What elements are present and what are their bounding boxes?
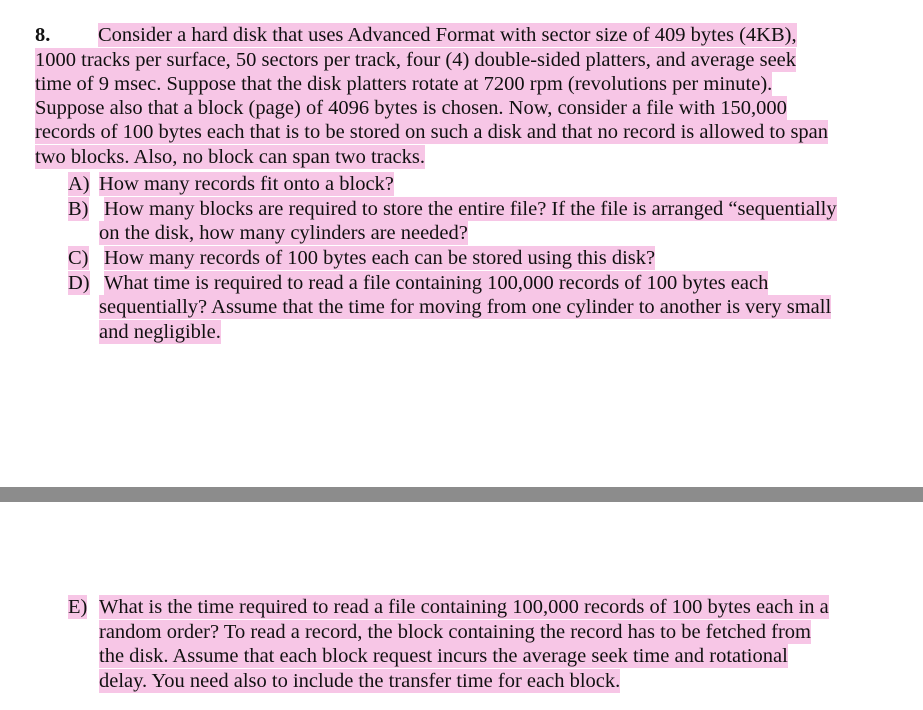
part-b-label: B): [68, 198, 89, 220]
page-break-divider: [0, 487, 923, 502]
part-d-label: D): [68, 272, 90, 294]
question-number: 8.: [35, 24, 51, 46]
part-c-label: C): [68, 247, 89, 269]
part-b-text: on the disk, how many cylinders are needed?: [99, 222, 468, 244]
intro-line: two blocks. Also, no block can span two tracks.: [35, 146, 426, 168]
intro-line: time of 9 msec. Suppose that the disk platters rotate at 7200 rpm (revolutions per minute).: [35, 73, 773, 95]
intro-line: Consider a hard disk that uses Advanced Format with sector size of 409 bytes (4KB),: [98, 24, 797, 46]
part-d-text: and negligible.: [99, 321, 221, 343]
part-c-text: How many records of 100 bytes each can be stored using this disk?: [104, 247, 656, 269]
part-e-text: the disk. Assume that each block request incurs the average seek time and rotational: [99, 645, 788, 667]
part-a-text: How many records fit onto a block?: [99, 173, 394, 195]
part-b-text: How many blocks are required to store the entire file? If the file is arranged “sequentially: [104, 198, 837, 220]
part-e-text: What is the time required to read a file containing 100,000 records of 100 bytes each in a: [99, 596, 829, 618]
part-e-label: E): [68, 596, 88, 618]
part-a-label: A): [68, 173, 90, 195]
intro-line: records of 100 bytes each that is to be stored on such a disk and that no record is allowed to span: [35, 121, 829, 143]
part-d-text: What time is required to read a file containing 100,000 records of 100 bytes each: [104, 272, 769, 294]
part-e-text: delay. You need also to include the transfer time for each block.: [99, 670, 621, 692]
intro-line: Suppose also that a block (page) of 4096 bytes is chosen. Now, consider a file with 150,000: [35, 97, 787, 119]
part-e-text: random order? To read a record, the block containing the record has to be fetched from: [99, 621, 811, 643]
part-d-text: sequentially? Assume that the time for moving from one cylinder to another is very small: [99, 296, 832, 318]
intro-line: 1000 tracks per surface, 50 sectors per track, four (4) double-sided platters, and average seek: [35, 49, 797, 71]
